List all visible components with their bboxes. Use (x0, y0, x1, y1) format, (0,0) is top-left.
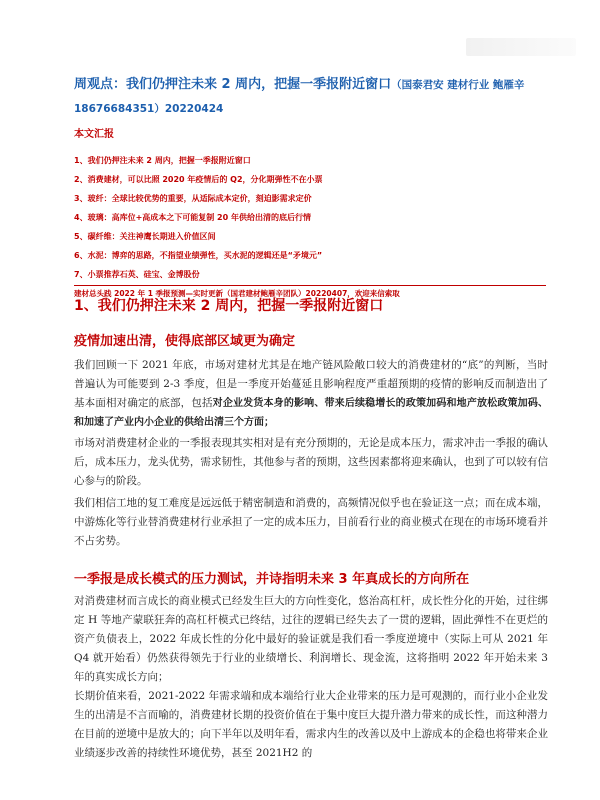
title-meta: （国泰君安 建材行业 鲍雁辛 18676684351）20220424 (74, 79, 525, 115)
table-of-contents (74, 151, 544, 303)
toc-item[interactable]: 2、消费建材，可以比照 2020 年疫情后的 Q2，分化期弹性不在小票 (74, 175, 323, 184)
subsection-heading: 一季报是成长模式的压力测试，并诗指明未来 3 年真成长的方向所在 (74, 572, 470, 587)
paragraph: 长期价值来看，2021-2022 年需求端和成本端给行业大企业带来的压力是可观测的，而行业小企业发生的出清是不言而喻的，消费建材长期的投资价值在于集中度巨大提升潜力带来的成长性，而这种潜力在目前的逆境中是放大的；向下半年以及明年看，需求内生的改善以及中上游成本的企稳也将带来企业业绩逐步改善的持续性环境优势，甚至 2021H2 的 (74, 690, 548, 759)
toc-item[interactable]: 4、玻璃：高库位+高成本之下可能复制 20 年供给出清的底后行情 (74, 213, 311, 222)
paragraph-text: 我们回顾一下 2021 年底，市场对建材尤其是在地产链风险敞口较大的消费建材的“底”的判断，当时普遍认为可能要到 2-3 季度，但是一季度开始蔓延且影响程度严重超预期的疫情的影响反而制造出了基本面相对确定的底部，包括 (74, 359, 548, 409)
section-heading: 1、我们仍押注未来 2 周内，把握一季报附近窗口 (74, 298, 384, 314)
paragraph-bold-text: 对企业发货本身的影响、带来后续稳增长的政策加码和地产放松政策加码、和加速了产业内小企业的供给出清三个方面； (74, 398, 549, 428)
toc-item[interactable]: 1、我们仍押注未来 2 周内，把握一季报附近窗口 (74, 156, 251, 165)
toc-item[interactable]: 7、小票推荐石英、硅宝、金博股份 (74, 270, 200, 279)
toc-item[interactable]: 3、玻纤：全球比较优势的重要，从适际成本定价，刻迫影需求定价 (74, 194, 312, 203)
report-title (74, 73, 544, 121)
paragraph: 对消费建材而言成长的商业模式已经发生巨大的方向性变化，悠治高杠杆，成长性分化的开始，过往绑定 H 等地产蒙联狂奔的高杠杆模式已终结，过往的逻辑已经失去了一贯的逻辑，固此弹性不在更烂的资产负债表上，2022 年成长性的分化中最好的验证就是我们看一季度逆境中（实际上可从 2021 年 Q4 就开始看）仍然获得领先于行业的业绩增长、利润增长、现金流，这将指明 2022 年开始未来 3 年的真实成长方向； (74, 595, 548, 683)
paragraph: 市场对消费建材企业的一季报表现其实相对是有充分预期的，无论是成本压力，需求冲击一季报的确认后，成本压力，龙头优势，需求韧性，其他参与者的预期，这些因素都将迎来确认，也到了可以较有信心参与的阶段。 (74, 437, 548, 487)
paragraph (74, 356, 548, 432)
watermark (466, 38, 576, 56)
summary-heading: 本文汇报 (74, 129, 114, 140)
toc-item[interactable]: 建材总头践 2022 年 1 季报预测—实时更新（国君建材鲍雁辛团队）20220407，欢迎来信索取 (74, 289, 400, 298)
toc-item[interactable]: 6、水泥：博弈的思路，不指望业绩弹性，买水泥的逻辑还是“矛境元” (74, 251, 323, 260)
toc-item[interactable]: 5、碳纤维：关注神鹰长期进入价值区间 (74, 232, 216, 241)
subsection-heading: 疫情加速出清，使得底部区域更为确定 (74, 334, 296, 349)
paragraph: 我们相信工地的复工难度是远远低于精密制造和消费的，高频情况似乎也在验证这一点；而在成本端，中游炼化等行业替消费建材行业承担了一定的成本压力，目前看行业的商业模式在现在的市场环境看并不占劣势。 (74, 497, 548, 547)
section-divider (74, 285, 546, 286)
title-main: 周观点：我们仍押注未来 2 周内，把握一季报附近窗口 (74, 77, 392, 92)
